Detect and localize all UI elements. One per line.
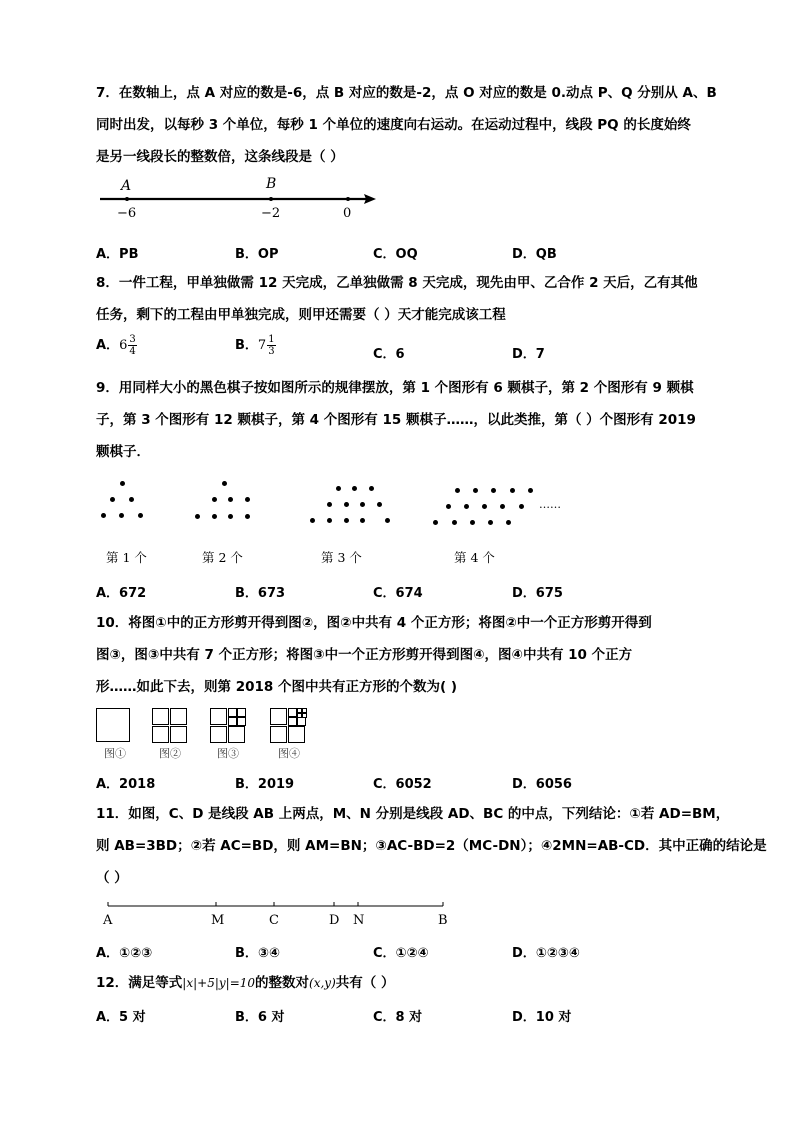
q11-option-a[interactable]: A．①②③ (96, 946, 153, 961)
q9-option-a[interactable]: A．672 (96, 586, 147, 601)
square-figure-1 (96, 708, 130, 742)
segment-diagram (100, 898, 450, 928)
q8-option-a-denominator: 4 (129, 346, 136, 357)
chess-piece-dot (327, 518, 332, 523)
chess-piece-dot (482, 504, 487, 509)
small-square (270, 726, 287, 743)
q10-option-d[interactable]: D．6056 (512, 777, 572, 792)
q9-option-b[interactable]: B．673 (235, 586, 286, 601)
q9-option-d[interactable]: D．675 (512, 586, 563, 601)
chess-piece-dot (212, 514, 217, 519)
q12-formula: |x|+5|y|=10 (182, 976, 256, 990)
q8-option-b-denominator: 3 (268, 346, 275, 357)
q10-option-c[interactable]: C．6052 (373, 777, 432, 792)
q11-option-d[interactable]: D．①②③④ (512, 946, 580, 961)
figure-3-caption: 第 3 个 (321, 550, 362, 565)
small-square (210, 708, 227, 725)
chess-piece-dot (510, 488, 515, 493)
chess-piece-dot (195, 514, 200, 519)
chess-piece-dot (369, 486, 374, 491)
q12-prefix: 12．满足等式 (96, 975, 183, 991)
chess-piece-dot (500, 504, 505, 509)
segment-label-c: C (269, 913, 279, 928)
figure-2-caption: 第 2 个 (202, 550, 243, 565)
q8-option-c[interactable]: C．6 (373, 347, 405, 362)
chess-piece-dot (528, 488, 533, 493)
q11-line-3: （ ） (96, 870, 128, 886)
point-o-dot (346, 197, 350, 201)
chess-piece-dot (488, 520, 493, 525)
q7-option-d[interactable]: D．QB (512, 247, 557, 262)
small-square (288, 726, 305, 743)
chess-piece-dot (228, 514, 233, 519)
chess-piece-dot (455, 488, 460, 493)
chess-piece-dot (110, 497, 115, 502)
q12-pair: (x,y) (309, 976, 336, 990)
segment-label-a: A (103, 913, 113, 928)
tick-a-label: −6 (117, 206, 137, 221)
chess-piece-dot (212, 497, 217, 502)
q12-suffix: 共有（ ） (335, 975, 395, 991)
chess-piece-dot (327, 502, 332, 507)
q11-line-2: 则 AB=3BD；②若 AC=BD，则 AM=BN；③AC-BD=2（MC-DN）；④2MN=AB-CD．其中正确的结论是 (96, 838, 767, 854)
point-b-dot (269, 197, 273, 201)
square-caption-2: 图② (159, 747, 181, 760)
q7-option-b[interactable]: B．OP (235, 247, 279, 262)
chess-piece-dot (519, 504, 524, 509)
q8-option-b-prefix: B． (235, 338, 258, 353)
chess-piece-dot (228, 497, 233, 502)
small-square (170, 726, 187, 743)
chess-piece-dot (245, 497, 250, 502)
q12-option-a[interactable]: A．5 对 (96, 1010, 146, 1025)
q12-option-d[interactable]: D．10 对 (512, 1010, 572, 1025)
chess-piece-dot (360, 502, 365, 507)
point-a-dot (125, 197, 129, 201)
q8-option-b-whole: 7 (257, 338, 267, 353)
q8-line-1: 8．一件工程，甲单独做需 12 天完成，乙单独做需 8 天完成，现先由甲、乙合作 2 天后，乙有其他 (96, 275, 698, 291)
small-square (288, 717, 297, 726)
chess-piece-dot (101, 513, 106, 518)
q12-line-1 (96, 974, 394, 992)
figure-4-caption: 第 4 个 (454, 550, 495, 565)
number-line-diagram (96, 174, 386, 222)
q8-option-a-numerator: 3 (129, 334, 136, 345)
chess-piece-dot (473, 488, 478, 493)
q10-option-b[interactable]: B．2019 (235, 777, 295, 792)
chess-piece-dot (385, 518, 390, 523)
tick-o-label: 0 (343, 206, 352, 221)
chess-piece-dot (310, 518, 315, 523)
q7-option-a[interactable]: A．PB (96, 247, 139, 262)
q10-line-2: 图③，图③中共有 7 个正方形；将图③中一个正方形剪开得到图④，图④中共有 10 个正方 (96, 647, 633, 663)
chess-piece-dot (446, 504, 451, 509)
chess-piece-dot (129, 497, 134, 502)
small-square (228, 708, 237, 717)
q8-option-d[interactable]: D．7 (512, 347, 545, 362)
q8-option-a[interactable] (96, 334, 137, 357)
small-square (210, 726, 227, 743)
q9-line-1: 9．用同样大小的黑色棋子按如图所示的规律摆放，第 1 个图形有 6 颗棋子，第 2 个图形有 9 颗棋 (96, 380, 694, 396)
chess-piece-dot (245, 514, 250, 519)
q10-option-a[interactable]: A．2018 (96, 777, 156, 792)
q10-line-1: 10．将图①中的正方形剪开得到图②，图②中共有 4 个正方形；将图②中一个正方形剪开得到 (96, 615, 652, 631)
small-square (288, 708, 297, 717)
small-square (270, 708, 287, 725)
figure-ellipsis: …… (539, 498, 561, 511)
square-caption-1: 图① (104, 747, 126, 760)
small-square (297, 717, 306, 726)
q8-option-a-whole: 6 (119, 338, 128, 353)
square-caption-3: 图③ (217, 747, 239, 760)
chess-piece-dot (377, 502, 382, 507)
q10-line-3: 形……如此下去，则第 2018 个图中共有正方形的个数为( ) (96, 679, 458, 695)
chess-piece-dot (464, 504, 469, 509)
segment-label-m: M (211, 913, 225, 928)
q12-option-b[interactable]: B．6 对 (235, 1010, 285, 1025)
segment-label-b: B (438, 913, 448, 928)
square-caption-4: 图④ (278, 747, 300, 760)
chess-piece-dot (452, 520, 457, 525)
chess-piece-dot (360, 518, 365, 523)
small-square (228, 717, 237, 726)
chess-piece-dot (119, 513, 124, 518)
q9-option-c[interactable]: C．674 (373, 586, 423, 601)
chess-piece-dot (506, 520, 511, 525)
chess-piece-dot (470, 520, 475, 525)
q11-line-1: 11．如图，C、D 是线段 AB 上两点，M、N 分别是线段 AD、BC 的中点，下列结论：①若 AD=BM， (96, 806, 730, 822)
small-square (152, 726, 169, 743)
chess-piece-dot (344, 502, 349, 507)
q8-option-a-fraction (128, 334, 136, 357)
q8-option-a-prefix: A． (96, 338, 120, 353)
small-square (228, 726, 245, 743)
segment-label-n: N (353, 913, 365, 928)
q11-option-b[interactable]: B．③④ (235, 946, 280, 961)
q8-line-2: 任务，剩下的工程由甲单独完成，则甲还需要（ ）天才能完成该工程 (96, 307, 506, 323)
chess-piece-dot (344, 518, 349, 523)
small-square (170, 708, 187, 725)
q9-line-3: 颗棋子． (96, 444, 150, 460)
chess-piece-dot (138, 513, 143, 518)
q7-line-1: 7．在数轴上，点 A 对应的数是-6，点 B 对应的数是-2，点 O 对应的数是 0.动点 P、Q 分别从 A、B (96, 85, 717, 101)
q8-option-b[interactable] (235, 334, 276, 357)
chess-piece-dot (336, 486, 341, 491)
q8-option-b-numerator: 1 (268, 334, 275, 345)
point-a-label: A (121, 178, 132, 194)
q11-option-c[interactable]: C．①②④ (373, 946, 429, 961)
chess-piece-dot (120, 481, 125, 486)
q9-line-2: 子，第 3 个图形有 12 颗棋子，第 4 个图形有 15 颗棋子……，以此类推，第（ ）个图形有 2019 (96, 412, 696, 428)
small-square (237, 717, 246, 726)
chess-piece-dot (491, 488, 496, 493)
small-square (237, 708, 246, 717)
q12-middle: 的整数对 (255, 975, 310, 991)
figure-1-caption: 第 1 个 (106, 550, 147, 565)
tick-b-label: −2 (261, 206, 281, 221)
q7-line-3: 是另一线段长的整数倍，这条线段是（ ） (96, 149, 344, 165)
q8-option-b-fraction (267, 334, 275, 357)
small-square (152, 708, 169, 725)
q12-option-c[interactable]: C．8 对 (373, 1010, 423, 1025)
chess-piece-dot (433, 520, 438, 525)
q7-line-2: 同时出发，以每秒 3 个单位，每秒 1 个单位的速度向右运动。在运动过程中，线段 PQ 的长度始终 (96, 117, 691, 133)
segment-label-d: D (329, 913, 340, 928)
point-b-label: B (266, 176, 277, 192)
chess-piece-dot (352, 486, 357, 491)
q7-option-c[interactable]: C．OQ (373, 247, 418, 262)
chess-piece-dot (222, 481, 227, 486)
